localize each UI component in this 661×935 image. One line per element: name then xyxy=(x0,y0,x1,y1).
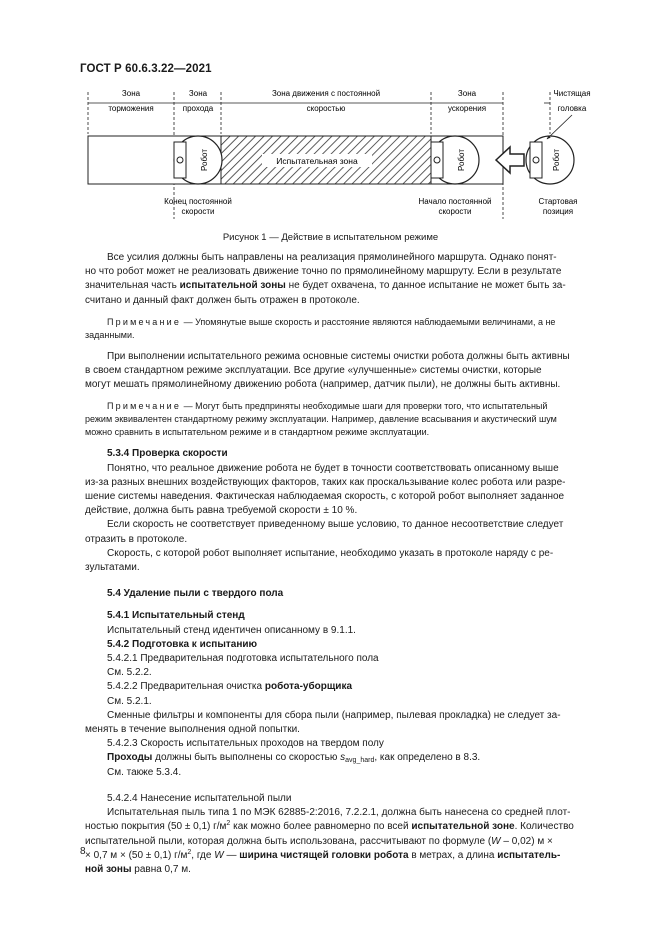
section-heading: 5.4 Удаление пыли с твердого пола xyxy=(107,588,284,600)
paragraph: При выполнении испытательного режима основные системы очистки робота должны быть активны xyxy=(107,350,570,362)
figure-test-mode xyxy=(78,84,598,224)
svg-text:позиция: позиция xyxy=(542,207,574,216)
note: Примечание — Могут быть предприняты необходимые шаги для проверки того, что испытательный xyxy=(107,401,548,412)
label-start-speed: Начало постоянной xyxy=(418,197,492,206)
section-heading: 5.4.2 Подготовка к испытанию xyxy=(107,638,258,650)
standard-title: ГОСТ Р 60.6.3.22—2021 xyxy=(80,63,212,75)
label-start-position: Стартовая xyxy=(538,197,578,206)
svg-text:скоростью: скоростью xyxy=(306,104,346,113)
paragraph: Все усилия должны быть направлены на реализация прямолинейного маршрута. Однако понят- xyxy=(107,252,557,263)
label-zone-constant: Зона движения с постоянной xyxy=(271,89,381,98)
note: Примечание — Упомянутые выше скорость и расстояние являются наблюдаемыми величинами, а не xyxy=(107,316,556,327)
label-robot-startpos: Робот xyxy=(552,149,561,171)
cleaning-head-pointer xyxy=(547,115,572,139)
label-zone-passage: Зона xyxy=(188,89,208,98)
page-number: 8 xyxy=(80,846,86,857)
figure-diagram xyxy=(78,84,598,224)
svg-text:скорости: скорости xyxy=(438,207,472,216)
label-zone-accel: Зона xyxy=(457,89,477,98)
svg-text:ускорения: ускорения xyxy=(447,104,487,113)
label-robot-start: Робот xyxy=(457,149,466,171)
svg-text:скорости: скорости xyxy=(181,207,215,216)
svg-text:торможения: торможения xyxy=(108,104,154,113)
figure-caption: Рисунок 1 — Действие в испытательном режиме xyxy=(222,232,439,243)
label-test-zone: Испытательная зона xyxy=(276,156,358,166)
label-end-speed: Конец постоянной xyxy=(164,197,232,206)
label-zone-braking: Зона xyxy=(121,89,141,98)
section-heading: 5.3.4 Проверка скорости xyxy=(107,448,228,460)
svg-text:прохода: прохода xyxy=(182,104,214,113)
label-cleaning-head: Чистящая xyxy=(553,89,591,98)
label-robot-end: Робот xyxy=(200,149,209,171)
section-heading: 5.4.1 Испытательный стенд xyxy=(107,610,245,622)
document-body: Все усилия должны быть направлены на реализация прямолинейного маршрута. Однако понят- но что робот может не реализовать движение точно по прямолинейному маршруту. Если в результате значительная часть испытательной зоны не будет охвачена, то данное испытание не может быть за- считано и данный факт должен быть отражен в протоколе. Примечание — Упомянутые выше скорость и расстояние являются наблюдаемыми величинами, а не заданными. При выполнении испытательного режима основные системы очистки робота должны быть активны в своем стандартном режиме эксплуатации. Все другие «улучшенные» системы очистки, которые могут мешать прямолинейному движению робота (например, датчик пыли), не должны быть активны. Примечание — Могут быть предприняты необходимые шаги для проверки того, что испытательный режим эквивалентен стандартному режиму эксплуатации. Например, давление всасывания и акустический шум можно сравнить в испытательном режиме и в стандартном режиме эксплуатации. 5.3.4 Проверка скорости Понятно, что реальное движение робота не будет в точности соответствовать описанному выше из-за разных внешних воздействующих факторов, таких как проскальзывание колес робота или разре- шение системы наведения. Фактическая наблюдаемая скорость, с которой робот выполняет заданное действие, должна быть равна требуемой скорости ± 10 %. Если скорость не соответствует приведенному выше условию, то данное несоответствие следует отразить в протоколе. Скорость, с которой робот выполняет испытание, необходимо указать в протоколе наряду с ре- зультатами. 5.4 Удаление пыли с твердого пола 5.4.1 Испытательный стенд Испытательный стенд идентичен описанному в 9.1.1. 5.4.2 Подготовка к испытанию 5.4.2.1 Предварительная подготовка испытательного пола См. 5.2.2. 5.4.2.2 Предварительная очистка робота-уборщика См. 5.2.1. Сменные фильтры и компоненты для сбора пыли (например, пылевая прокладка) не следует за- менять в течение выполнения одной попытки. 5.4.2.3 Скорость испытательных проходов на твердом полу Проходы должны быть выполнены со скоростью $s_{avg\_hard}$, как определено в 8.3. См. также 5.3.4. 5.4.2.4 Нанесение испытательной пыли Испытательная пыль типа 1 по МЭК 62885-2:2016, 7.2.2.1, должна быть нанесена со средней плот- ностью покрытия (50 ± 0,1) $г/м^2$ как можно более равномерно по всей испытательной зоне. Количество испытательной пыли, которая должна быть использована, рассчитывают по формуле (W – 0,02) м × × 0,7 м × (50 ± 0,1) $г/м^2$, где W — ширина чистящей головки робота в метрах, а длина испытатель- ной зоны равна 0,7 м. xyxy=(85,251,577,877)
svg-text:головка: головка xyxy=(557,104,587,113)
